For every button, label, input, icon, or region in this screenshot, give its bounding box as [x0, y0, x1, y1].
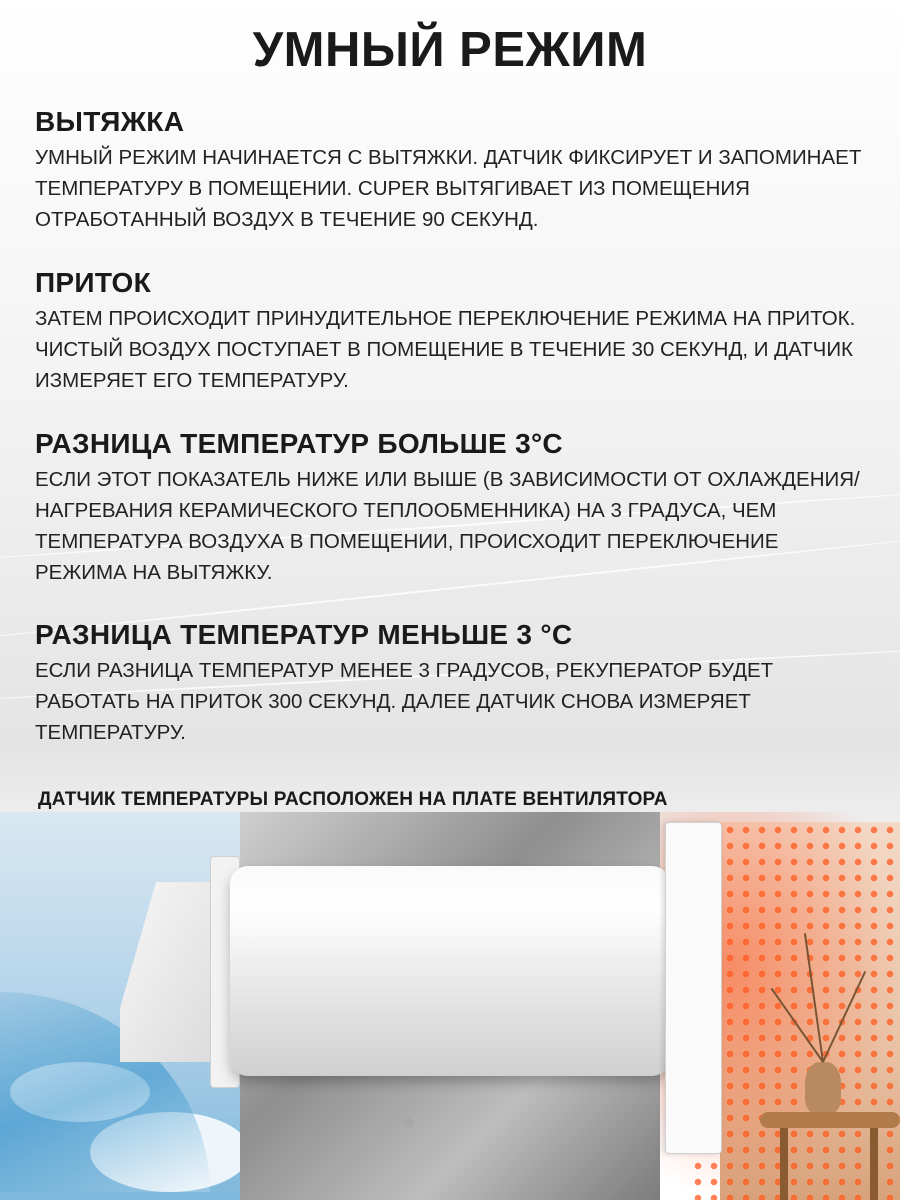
section-temp-diff-less — [35, 619, 875, 748]
recuperator-illustration — [0, 812, 900, 1200]
section-text: ЕСЛИ ЭТОТ ПОКАЗАТЕЛЬ НИЖЕ ИЛИ ВЫШЕ (В ЗАВИСИМОСТИ ОТ ОХЛАЖДЕНИЯ/НАГРЕВАНИЯ КЕРАМИЧЕСКОГО ТЕПЛООБМЕННИКА) НА 3 ГРАДУСА, ЧЕМ ТЕМПЕРАТУРА ВОЗДУХА В ПОМЕЩЕНИИ, ПРОИСХОДИТ ПЕРЕКЛЮЧЕНИЕ РЕЖИМА НА ВЫТЯЖКУ. — [35, 468, 860, 584]
section-text: ЗАТЕМ ПРОИСХОДИТ ПРИНУДИТЕЛЬНОЕ ПЕРЕКЛЮЧЕНИЕ РЕЖИМА НА ПРИТОК. ЧИСТЫЙ ВОЗДУХ ПОСТУПАЕТ В ПОМЕЩЕНИЕ В ТЕЧЕНИЕ 30 СЕКУНД, И ДАТЧИК ИЗМЕРЯЕТ ЕГО ТЕМПЕРАТУРУ. — [35, 307, 856, 392]
vase — [805, 1062, 841, 1114]
side-table — [760, 1112, 900, 1128]
sensor-caption: ДАТЧИК ТЕМПЕРАТУРЫ РАСПОЛОЖЕН НА ПЛАТЕ ВЕНТИЛЯТОРА — [38, 789, 668, 810]
section-supply — [35, 267, 875, 396]
page-title: УМНЫЙ РЕЖИМ — [252, 23, 648, 77]
table-leg — [870, 1128, 878, 1200]
table-leg — [780, 1128, 788, 1200]
section-exhaust — [35, 106, 875, 235]
section-text: УМНЫЙ РЕЖИМ НАЧИНАЕТСЯ С ВЫТЯЖКИ. ДАТЧИК ФИКСИРУЕТ И ЗАПОМИНАЕТ ТЕМПЕРАТУРУ В ПОМЕЩЕНИИ. CUPER ВЫТЯГИВАЕТ ИЗ ПОМЕЩЕНИЯ ОТРАБОТАННЫЙ ВОЗДУХ В ТЕЧЕНИЕ 90 СЕКУНД. — [35, 146, 862, 231]
section-heading: ВЫТЯЖКА — [35, 106, 185, 137]
section-heading: РАЗНИЦА ТЕМПЕРАТУР МЕНЬШЕ 3 °C — [35, 619, 573, 650]
recuperator-pipe — [230, 866, 670, 1076]
section-text: ЕСЛИ РАЗНИЦА ТЕМПЕРАТУР МЕНЕЕ 3 ГРАДУСОВ, РЕКУПЕРАТОР БУДЕТ РАБОТАТЬ НА ПРИТОК 300 СЕКУНД. ДАЛЕЕ ДАТЧИК СНОВА ИЗМЕРЯЕТ ТЕМПЕРАТУРУ. — [35, 659, 774, 744]
section-temp-diff-more — [35, 428, 875, 588]
section-heading: РАЗНИЦА ТЕМПЕРАТУР БОЛЬШЕ 3°C — [35, 428, 563, 459]
section-heading: ПРИТОК — [35, 267, 152, 298]
inner-flange — [665, 822, 722, 1154]
